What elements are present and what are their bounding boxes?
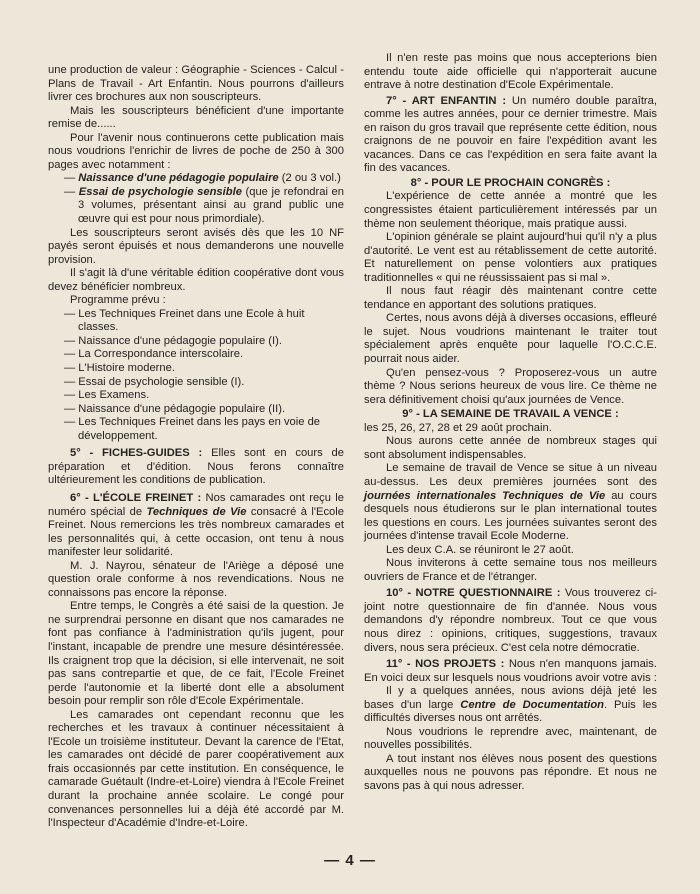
centre-title: Centre de Documentation — [460, 698, 604, 711]
program-item: — Les Examens. — [64, 389, 150, 402]
paragraph: Les camarades ont cependant reconnu que les recherches et les travaux à continuer nécessitaient à l'Ecole un troisième instituteur. Devant la carence de l'Etat, les camarades ont décidé de parer coopérativement aux frais occasionnés par cette institution. En conséquence, le camarade Guétault (Indre-et-Loire) viendra à l'Ecole Freinet durant la prochaine année scolaire. Le congé pour convenances personnelles lui a déjà été accordé par M. l'Inspecteur d'Académie d'Indre-et-Loire. — [48, 708, 344, 830]
book-title: Naissance d'une pédagogie populaire — [78, 172, 279, 185]
publication-title: Techniques de Vie — [146, 505, 247, 518]
paragraph: Mais les souscripteurs bénéficient d'une importante remise de...... — [48, 104, 344, 131]
section-text: Nous n'en manquons jamais. En voici deux sur lesquels nous voudrions avoir votre avis : — [364, 658, 657, 684]
paragraph — [364, 685, 657, 726]
paragraph: Il nous faut réagir dès maintenant contre cette tendance en apportant des solutions pratiques. — [364, 285, 657, 311]
right-column — [364, 52, 657, 794]
paragraph: Les deux C.A. se réuniront le 27 août. — [386, 543, 574, 556]
left-column — [48, 64, 344, 831]
paragraph: une production de valeur : Géographie - Sciences - Calcul - Plans de Travail - Art Enfantin. Nous pourrons d'ailleurs livrer ces brochures aux non souscripteurs. — [48, 64, 344, 104]
paragraph — [364, 462, 657, 543]
section-text: Elles sont en cours de préparation et d'édition. Nous ferons connaître ultérieurement les conditions de publication. — [48, 447, 344, 487]
section-heading: 8° - POUR LE PROCHAIN CONGRÈS : — [410, 176, 611, 189]
paragraph: A tout instant nos élèves nous posent des questions auxquelles nous ne pouvons pas répondre. Et nous ne savons pas à qui nous adresser. — [364, 752, 657, 792]
paragraph: Nous aurons cette année de nombreux stages qui sont absolument indispensables. — [364, 435, 657, 461]
program-item: — Naissance d'une pédagogie populaire (II). — [64, 402, 286, 415]
section-7 — [364, 95, 657, 176]
paragraph: L'expérience de cette année a montré que les congressistes étaient particulièrement intéressés par un thème non seulement théorique, mais pratique aussi. — [364, 190, 657, 230]
section-heading: 10° - NOTRE QUESTIONNAIRE : — [386, 587, 561, 600]
event-title: journées internationales Techniques de Vie — [364, 489, 606, 502]
program-item: — Naissance d'une pédagogie populaire (I). — [64, 334, 282, 347]
paragraph: L'opinion générale se plaint aujourd'hui qu'il n'y a plus d'autorité. Le vent est au rétablissement de cette autorité. Et naturellement on pense volontiers aux pratiques traditionnelles « qui ne réussissaient pas si mal ». — [364, 231, 657, 284]
paragraph: Entre temps, le Congrès a été saisi de la question. Je ne surprendrai personne en disant que nos camarades ne font pas confiance à l'administration qu'ils jugent, pour l'instant, incapable de prendre une mesure désintéressée. Ils craignent trop que la décision, si elle intervenait, ne soit pas sans contrepartie et que, de ce fait, l'Ecole Freinet perde l'autonomie et la liberté dont elle a absolument besoin pour remplir son rôle d'Ecole Expérimentale. — [48, 600, 344, 708]
list-item-text: (2 ou 3 vol.) — [278, 172, 341, 185]
paragraph: Pour l'avenir nous continuerons cette publication mais nous voudrions l'enrichir de livres de poche de 250 à 300 pages avec notamment : — [48, 131, 344, 171]
paragraph: Programme prévu : — [70, 294, 166, 307]
section-heading: 5° - FICHES-GUIDES : — [70, 447, 203, 460]
paragraph: Les souscripteurs seront avisés dès que les 10 NF payés seront épuisés et nous demanderons une nouvelle provision. — [48, 226, 344, 266]
paragraph: Qu'en pensez-vous ? Proposerez-vous un autre thème ? Nous serions heureux de vous lire. Ce thème ne sera définitivement choisi qu'aux journées de Vence. — [364, 366, 657, 406]
paragraph: Nous voudrions le reprendre avec, maintenant, de nouvelles possibilités. — [364, 725, 657, 752]
section-heading: 9° - LA SEMAINE DE TRAVAIL A VENCE : — [402, 408, 619, 421]
section-text: Un numéro double paraîtra, comme les autres années, pour ce dernier trimestre. Mais en raison du gros travail que représente cette édition, nous craignons de ne pouvoir en faire l'expédition avant les vacances. Dans ce cas l'expédition en sera faite avant la fin des vacances. — [364, 94, 657, 175]
section-6 — [48, 492, 344, 560]
paragraph-text: Il y a quelques années, nous avions déjà jeté les bases d'un large — [364, 685, 657, 711]
paragraph: Il n'en reste pas moins que nous accepterions bien entendu toute aide officielle qui n'apporterait aucune entrave à notre destination d'Ecole Expérimentale. — [364, 52, 657, 92]
paragraph-text: . Puis les difficultés diverses nous ont arrêtés. — [364, 698, 657, 725]
list-item: — Naissance d'une pédagogie populaire (2 ou 3 vol.) — [64, 172, 341, 185]
section-heading: 6° - L'ÉCOLE FREINET : — [70, 491, 202, 504]
program-item: — La Correspondance interscolaire. — [64, 348, 244, 361]
page-number: — 4 — — [324, 852, 376, 869]
section-11 — [364, 658, 657, 685]
list-item: — Essai de psychologie sensible (que je refondrai en 3 volumes, présentant ainsi au grand public une œuvre qui est pour nous primordiale). — [64, 185, 344, 226]
program-item: — Les Techniques Freinet dans une Ecole à huit classes. — [64, 307, 305, 334]
list-item-text: (que je refondrai en 3 volumes, présentant ainsi au grand public une œuvre qui est pour nous primordiale). — [78, 185, 344, 226]
section-text: consacré à l'Ecole Freinet. Nous remercions les très nombreux camarades et les personnalités qui, à cette occasion, ont tenu à nous manifester leur solidarité. — [48, 505, 344, 559]
program-item: — L'Histoire moderne. — [64, 362, 175, 375]
section-text: Vous trouverez ci-joint notre questionnaire de fin d'année. Nous vous demandons d'y répondre nombreux. Tout ce que vous nous direz : opinions, critiques, suggestions, travaux divers, nous sera précieux. C'est cela notre démocratie. — [364, 587, 657, 654]
paragraph: Nous inviterons à cette semaine tous nos meilleurs ouvriers de France et de l'étranger. — [364, 557, 657, 583]
paragraph-text: Le semaine de travail de Vence se situe à un niveau au-dessus. Les deux premières journées sont des — [364, 462, 657, 488]
book-title: Essai de psychologie sensible — [78, 185, 242, 198]
section-5 — [48, 447, 344, 488]
section-text: Nos camarades ont reçu le numéro spécial de — [48, 491, 344, 518]
section-heading: 11° - NOS PROJETS : — [386, 658, 505, 671]
paragraph: Il s'agit là d'une véritable édition coopérative dont vous devez bénéficier nombreux. — [48, 267, 344, 293]
paragraph-text: au cours desquels nous étudierons sur le plan international toutes les questions en cours. Les journées suivantes seront des journées d'intense travail Ecole Moderne. — [364, 489, 657, 543]
section-heading: 7° - ART ENFANTIN : — [386, 94, 507, 107]
paragraph: les 25, 26, 27, 28 et 29 août prochain. — [364, 421, 552, 434]
paragraph: Certes, nous avons déjà à diverses occasions, effleuré le sujet. Nous voudrions maintenant le traiter tout spécialement après enquête pour laquelle l'O.C.C.E. pourrait nous aider. — [364, 312, 657, 366]
section-10 — [364, 587, 657, 655]
program-item: — Essai de psychologie sensible (I). — [64, 375, 245, 388]
paragraph: M. J. Nayrou, sénateur de l'Ariège a déposé une question orale conforme à nos revendications. Nous ne connaissons pas encore la réponse. — [48, 559, 344, 599]
program-item: — Les Techniques Freinet dans les pays en voie de développement. — [64, 416, 321, 442]
